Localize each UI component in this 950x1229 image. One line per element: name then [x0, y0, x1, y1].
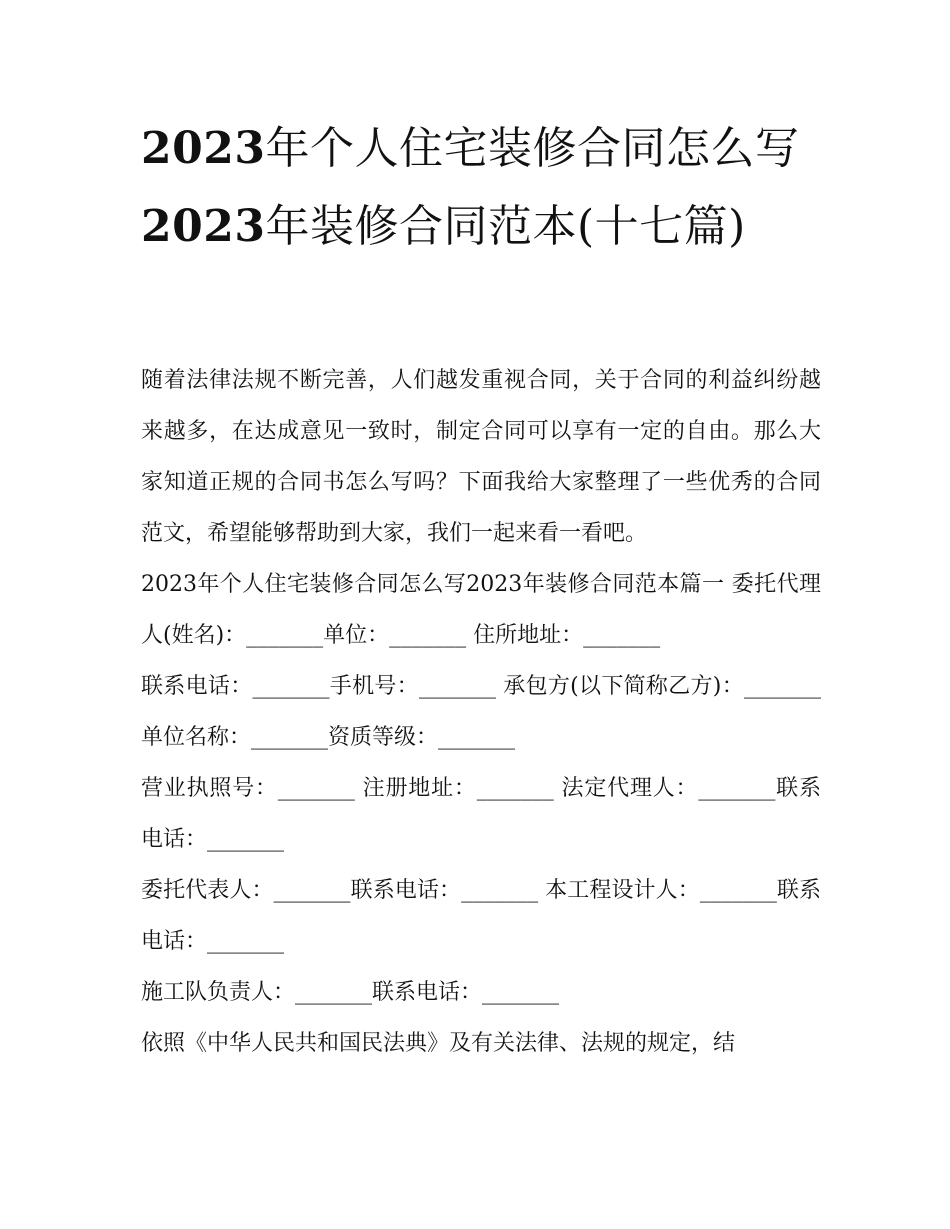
contact-info-paragraph: 联系电话：_______手机号：_______ 承包方(以下简称乙方)：_______ 单位名称：_______资质等级：_______: [141, 674, 821, 750]
license-info-paragraph: 营业执照号：_______ 注册地址：_______ 法定代理人：_______联系电话：_______: [141, 776, 821, 852]
legal-basis-paragraph: 依照《中华人民共和国民法典》及有关法律、法规的规定，结: [141, 1031, 736, 1056]
document-body: [141, 355, 821, 1069]
document-title: [141, 110, 831, 266]
contract-heading-paragraph: 2023年个人住宅装修合同怎么写2023年装修合同范本篇一 委托代理人(姓名)：_______单位：_______ 住所地址：_______: [141, 572, 821, 648]
construction-lead-paragraph: 施工队负责人：_______联系电话：_______: [141, 980, 560, 1005]
representative-paragraph: 委托代表人：_______联系电话：_______ 本工程设计人：_______联系电话：_______: [141, 878, 821, 954]
title-text-1: 年个人住宅装修合同怎么写: [265, 123, 800, 174]
title-year-1: 2023: [141, 123, 266, 174]
intro-paragraph: 随着法律法规不断完善，人们越发重视合同，关于合同的利益纠纷越来越多，在达成意见一致时，制定合同可以享有一定的自由。那么大家知道正规的合同书怎么写吗？下面我给大家整理了一些优秀的合同范文，希望能够帮助到大家，我们一起来看一看吧。: [141, 368, 821, 546]
title-text-2: 年装修合同范本(十七篇): [265, 201, 746, 252]
title-year-2: 2023: [141, 201, 266, 252]
